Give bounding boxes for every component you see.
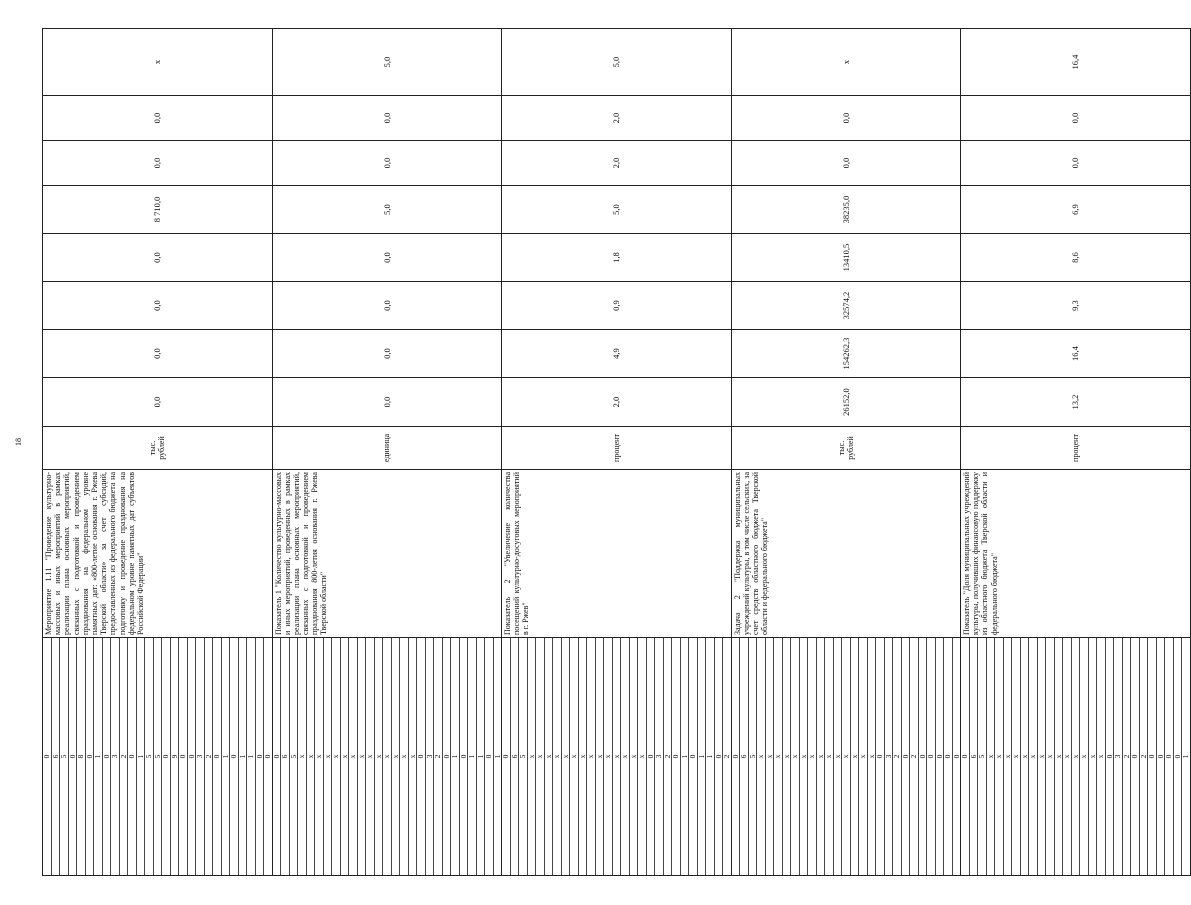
code-digit: 0 [944, 638, 953, 875]
unit-cell: единица [272, 427, 502, 470]
code-digit: х [604, 638, 613, 875]
code-digit: х [349, 638, 358, 875]
code-digit: 0 [689, 638, 698, 875]
code-digit: 9 [171, 638, 180, 875]
code-digit: 3 [885, 638, 894, 875]
program-code-digits [732, 638, 961, 875]
value-cell: х [43, 29, 273, 96]
code-digit: 3 [426, 638, 435, 875]
code-digit: 0 [647, 638, 656, 875]
code-digit: х [1046, 638, 1055, 875]
value-cell: 4,9 [502, 330, 732, 378]
code-digit: х [630, 638, 639, 875]
code-digit: х [766, 638, 775, 875]
code-digit: х [307, 638, 316, 875]
code-digit: 0 [256, 638, 265, 875]
code-digit: х [392, 638, 401, 875]
code-digit: 0 [1106, 638, 1115, 875]
value-cell: 154262,3 [731, 330, 961, 378]
code-digit: х [834, 638, 843, 875]
value-cell: 5,0 [272, 186, 502, 234]
code-digit: 0 [1148, 638, 1157, 875]
value-cell: 8,6 [961, 234, 1191, 282]
code-digit: 0 [919, 638, 928, 875]
page-number: 18 [14, 438, 23, 446]
value-cell: 0,9 [502, 282, 732, 330]
code-digit: 0 [188, 638, 197, 875]
code-digit: х [553, 638, 562, 875]
code-digit: х [358, 638, 367, 875]
code-digit: 0 [961, 638, 970, 875]
code-digit: х [400, 638, 409, 875]
code-digit: 1 [468, 638, 477, 875]
code-digit: 0 [1157, 638, 1166, 875]
item-name-cell: Показатель 2 "Увеличение количества посещений культурно-досуговых мероприятий в г. Ржев" [502, 470, 732, 638]
code-digit: 1 [222, 638, 231, 875]
code-digit: 1 [451, 638, 460, 875]
value-cell: 0,0 [961, 141, 1191, 186]
code-digit: 1 [477, 638, 486, 875]
table-row [731, 29, 961, 876]
code-digit: 2 [1140, 638, 1149, 875]
code-digit: х [383, 638, 392, 875]
code-digit: х [868, 638, 877, 875]
code-digit: х [409, 638, 418, 875]
code-digit: 0 [69, 638, 78, 875]
code-digit: 0 [162, 638, 171, 875]
code-digit: х [298, 638, 307, 875]
code-digit: 2 [120, 638, 129, 875]
code-digit: 5 [145, 638, 154, 875]
code-digit: х [332, 638, 341, 875]
code-digit: х [536, 638, 545, 875]
value-cell: 13410,5 [731, 234, 961, 282]
code-digit: х [825, 638, 834, 875]
program-code-digits [273, 638, 502, 875]
value-cell: 0,0 [43, 378, 273, 427]
value-cell: 9,3 [961, 282, 1191, 330]
code-digit: 2 [893, 638, 902, 875]
code-digit: 0 [902, 638, 911, 875]
value-cell: 38235,0 [731, 186, 961, 234]
program-code-cell [961, 638, 1191, 876]
code-digit: 0 [128, 638, 137, 875]
code-digit: х [341, 638, 350, 875]
code-digit: 1 [706, 638, 715, 875]
value-cell: 26152,0 [731, 378, 961, 427]
code-digit: х [859, 638, 868, 875]
program-code-digits [502, 638, 731, 875]
table-row [272, 29, 502, 876]
code-digit: х [995, 638, 1004, 875]
item-name-cell: Показатель 1 "Количество культурно-массовых и иных мероприятий, проведенных в рамках реализации плана основных мероприятий, связанных с подготовкой и проведением празднования 800-летия основания г. Ржева Тверской области" [272, 470, 502, 638]
code-digit: 1 [247, 638, 256, 875]
code-digit: х [783, 638, 792, 875]
code-digit: 6 [511, 638, 520, 875]
code-digit: 3 [655, 638, 664, 875]
value-cell: 5,0 [272, 29, 502, 96]
code-digit: 0 [460, 638, 469, 875]
code-digit: 0 [103, 638, 112, 875]
code-digit: х [579, 638, 588, 875]
value-cell: 8 710,0 [43, 186, 273, 234]
code-digit: х [774, 638, 783, 875]
code-digit: 0 [876, 638, 885, 875]
value-cell: 16,4 [961, 330, 1191, 378]
code-digit: 5 [519, 638, 528, 875]
code-digit: 0 [1131, 638, 1140, 875]
code-digit: 1 [1181, 754, 1190, 759]
code-digit: 1 [239, 638, 248, 875]
code-digit: 0 [936, 638, 945, 875]
code-digit: х [638, 638, 647, 875]
code-digit: х [1004, 638, 1013, 875]
code-digit: 1 [94, 638, 103, 875]
code-digit: х [315, 638, 324, 875]
code-digit: 0 [485, 638, 494, 875]
code-digit: 6 [970, 638, 979, 875]
code-digit: 2 [1123, 638, 1132, 875]
value-cell: 6,9 [961, 186, 1191, 234]
code-digit: 5 [749, 638, 758, 875]
program-code-cell [272, 638, 502, 876]
program-code-digits [43, 638, 272, 875]
code-digit: х [570, 638, 579, 875]
code-digit: 0 [927, 638, 936, 875]
value-cell: 0,0 [43, 330, 273, 378]
code-digit: 0 [263, 754, 272, 759]
code-digit: х [596, 638, 605, 875]
code-digit: 2 [910, 638, 919, 875]
value-cell: 2,0 [502, 378, 732, 427]
code-digit: 6 [740, 638, 749, 875]
code-digit: х [324, 638, 333, 875]
code-digit: х [791, 638, 800, 875]
code-digit: 2 [205, 638, 214, 875]
code-digit: 0 [230, 638, 239, 875]
code-digit: 5 [978, 638, 987, 875]
value-cell: 1,8 [502, 234, 732, 282]
rotated-table-wrapper [42, 30, 1190, 876]
code-digit: х [851, 638, 860, 875]
code-digit: х [1063, 638, 1072, 875]
code-digit: 6 [281, 638, 290, 875]
code-digit: 0 [43, 638, 52, 875]
code-digit: х [1089, 638, 1098, 875]
value-cell: 0,0 [731, 141, 961, 186]
code-digit: 0 [951, 754, 961, 759]
code-digit: 5 [154, 638, 163, 875]
code-digit: 5 [290, 638, 299, 875]
code-digit: 0 [417, 638, 426, 875]
code-digit: 0 [179, 638, 188, 875]
item-name-cell: Показатель "Доля муниципальных учреждений культуры, получивших финансовую поддержку из областного бюджета Тверской области и федерального бюджета" [961, 470, 1191, 638]
program-code-cell [502, 638, 732, 876]
value-cell: 2,0 [502, 96, 732, 141]
code-digit: х [587, 638, 596, 875]
code-digit: х [375, 638, 384, 875]
item-name-cell: Мероприятие 1.11 "Проведение культурно-массовых и иных мероприятий в рамках реализации плана основных мероприятий, связанных с подготовкой и проведением празднования на федеральном уровне памятных дат: «800-летие основания г. Ржева Тверской области» за счет субсидий, предоставленных из федерального бюджета на подготовку и проведение празднования на федеральном уровне памятных дат субъектов Российской Федерации" [43, 470, 273, 638]
value-cell: 0,0 [961, 96, 1191, 141]
code-digit: х [366, 638, 375, 875]
value-cell: х [731, 29, 961, 96]
value-cell: 5,0 [502, 186, 732, 234]
value-cell: 0,0 [272, 378, 502, 427]
unit-cell: процент [502, 427, 732, 470]
code-digit: 2 [434, 638, 443, 875]
code-digit: 0 [502, 638, 511, 875]
table-row [502, 29, 732, 876]
code-digit: 1 [698, 638, 707, 875]
value-cell: 32574,2 [731, 282, 961, 330]
code-digit: х [1055, 638, 1064, 875]
unit-cell: тыс. рублей [43, 427, 273, 470]
code-digit: х [842, 638, 851, 875]
code-digit: 0 [1165, 638, 1174, 875]
code-digit: 3 [111, 638, 120, 875]
code-digit: 1 [137, 638, 146, 875]
item-name-cell: Задача 2 "Поддержка муниципальных учреждений культуры, в том числе сельских, за счет средств областного бюджета Тверской области и федерального бюджета" [731, 470, 961, 638]
code-digit: х [757, 638, 766, 875]
value-cell: 0,0 [272, 234, 502, 282]
code-digit: 0 [1174, 638, 1183, 875]
value-cell: 13,2 [961, 378, 1191, 427]
unit-cell: процент [961, 427, 1191, 470]
value-cell: 0,0 [272, 141, 502, 186]
unit-cell: тыс. рублей [731, 427, 961, 470]
code-digit: 0 [213, 638, 222, 875]
code-digit: 0 [86, 638, 95, 875]
code-digit: х [1012, 638, 1021, 875]
code-digit: х [1021, 638, 1030, 875]
value-cell: 0,0 [43, 96, 273, 141]
program-table [42, 28, 1191, 876]
code-digit: х [817, 638, 826, 875]
code-digit: 0 [443, 638, 452, 875]
value-cell: 0,0 [43, 282, 273, 330]
code-digit: х [562, 638, 571, 875]
code-digit: х [1097, 638, 1106, 875]
code-digit: х [800, 638, 809, 875]
program-code-digits [961, 638, 1190, 875]
table-row [43, 29, 273, 876]
code-digit: 0 [672, 638, 681, 875]
code-digit: 0 [273, 638, 282, 875]
code-digit: х [987, 638, 996, 875]
code-digit: х [1038, 638, 1047, 875]
code-digit: х [545, 638, 554, 875]
program-code-cell [731, 638, 961, 876]
table-row [961, 29, 1191, 876]
program-code-cell [43, 638, 273, 876]
code-digit: х [1080, 638, 1089, 875]
value-cell: 16,4 [961, 29, 1191, 96]
value-cell: 0,0 [272, 96, 502, 141]
value-cell: 2,0 [502, 141, 732, 186]
value-cell: 0,0 [272, 282, 502, 330]
code-digit: х [621, 638, 630, 875]
code-digit: х [808, 638, 817, 875]
code-digit: 5 [60, 638, 69, 875]
code-digit: х [1029, 638, 1038, 875]
code-digit: 6 [52, 638, 61, 875]
code-digit: 0 [715, 638, 724, 875]
value-cell: 0,0 [43, 141, 273, 186]
code-digit: х [613, 638, 622, 875]
code-digit: 0 [732, 638, 741, 875]
value-cell: 5,0 [502, 29, 732, 96]
code-digit: 2 [722, 754, 731, 759]
value-cell: 0,0 [272, 330, 502, 378]
value-cell: 0,0 [43, 234, 273, 282]
code-digit: 3 [196, 638, 205, 875]
code-digit: 2 [664, 638, 673, 875]
code-digit: 1 [492, 754, 502, 759]
code-digit: х [528, 638, 537, 875]
code-digit: х [1072, 638, 1081, 875]
code-digit: 1 [681, 638, 690, 875]
code-digit: 8 [77, 638, 86, 875]
value-cell: 0,0 [731, 96, 961, 141]
code-digit: 3 [1114, 638, 1123, 875]
